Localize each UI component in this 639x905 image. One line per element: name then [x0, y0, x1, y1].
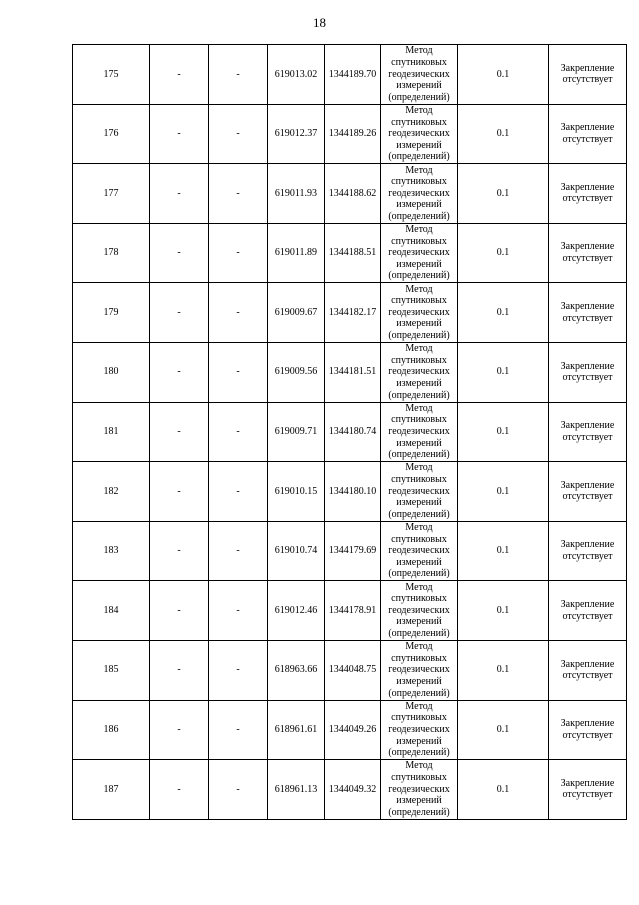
y-coordinate-cell: 1344189.70	[325, 45, 381, 105]
method-text: Метод спутниковых геодезических измерений (определений)	[388, 283, 450, 342]
dash-cell: -	[150, 45, 209, 105]
dash-cell: -	[209, 402, 268, 462]
accuracy-cell: 0.1	[458, 164, 549, 224]
dash-cell: -	[209, 342, 268, 402]
accuracy-cell: 0.1	[458, 581, 549, 641]
fixation-text: Закрепление отсутствует	[560, 539, 615, 563]
x-coordinate-cell: 619010.15	[268, 462, 325, 522]
y-coordinate-cell: 1344189.26	[325, 104, 381, 164]
point-number-cell: 181	[73, 402, 150, 462]
x-coordinate-cell: 619010.74	[268, 521, 325, 581]
x-coordinate-cell: 619011.89	[268, 223, 325, 283]
accuracy-cell: 0.1	[458, 700, 549, 760]
dash-cell: -	[150, 283, 209, 343]
y-coordinate-cell: 1344049.32	[325, 760, 381, 820]
table-row	[73, 640, 627, 700]
fixation-cell	[549, 342, 627, 402]
table-row	[73, 164, 627, 224]
point-number-cell: 177	[73, 164, 150, 224]
y-coordinate-cell: 1344180.74	[325, 402, 381, 462]
table-row	[73, 521, 627, 581]
method-text: Метод спутниковых геодезических измерений (определений)	[388, 164, 450, 222]
dash-cell: -	[150, 521, 209, 581]
x-coordinate-cell: 618963.66	[268, 640, 325, 700]
fixation-text: Закрепление отсутствует	[560, 479, 615, 503]
y-coordinate-cell: 1344179.69	[325, 521, 381, 581]
x-coordinate-cell: 619012.46	[268, 581, 325, 641]
method-cell	[381, 164, 458, 224]
accuracy-cell: 0.1	[458, 104, 549, 164]
dash-cell: -	[150, 223, 209, 283]
accuracy-cell: 0.1	[458, 462, 549, 522]
dash-cell: -	[150, 462, 209, 522]
fixation-cell	[549, 164, 627, 224]
dash-cell: -	[150, 104, 209, 164]
method-text: Метод спутниковых геодезических измерений (определений)	[388, 581, 450, 640]
method-cell	[381, 283, 458, 343]
fixation-text: Закрепление отсутствует	[560, 658, 615, 682]
x-coordinate-cell: 618961.61	[268, 700, 325, 760]
fixation-cell	[549, 700, 627, 760]
table-row	[73, 402, 627, 462]
coordinates-table-body	[73, 45, 627, 820]
coordinates-table	[72, 44, 627, 820]
y-coordinate-cell: 1344049.26	[325, 700, 381, 760]
dash-cell: -	[150, 164, 209, 224]
y-coordinate-cell: 1344182.17	[325, 283, 381, 343]
x-coordinate-cell: 619009.67	[268, 283, 325, 343]
method-text: Метод спутниковых геодезических измерений (определений)	[388, 522, 450, 580]
dash-cell: -	[209, 462, 268, 522]
accuracy-cell: 0.1	[458, 640, 549, 700]
dash-cell: -	[209, 581, 268, 641]
point-number-cell: 175	[73, 45, 150, 105]
method-cell	[381, 45, 458, 105]
point-number-cell: 180	[73, 342, 150, 402]
fixation-cell	[549, 104, 627, 164]
method-text: Метод спутниковых геодезических измерений (определений)	[388, 760, 450, 818]
fixation-cell	[549, 402, 627, 462]
fixation-text: Закрепление отсутствует	[560, 241, 615, 265]
accuracy-cell: 0.1	[458, 521, 549, 581]
dash-cell: -	[209, 104, 268, 164]
point-number-cell: 178	[73, 223, 150, 283]
dash-cell: -	[150, 760, 209, 820]
method-cell	[381, 581, 458, 641]
accuracy-cell: 0.1	[458, 402, 549, 462]
table-row	[73, 462, 627, 522]
method-text: Метод спутниковых геодезических измерений (определений)	[388, 641, 450, 699]
fixation-text: Закрепление отсутствует	[560, 62, 615, 86]
fixation-text: Закрепление отсутствует	[560, 777, 615, 801]
method-text: Метод спутниковых геодезических измерений (определений)	[388, 343, 450, 401]
table-row	[73, 223, 627, 283]
x-coordinate-cell: 618961.13	[268, 760, 325, 820]
dash-cell: -	[150, 402, 209, 462]
fixation-text: Закрепление отсутствует	[560, 181, 615, 205]
point-number-cell: 176	[73, 104, 150, 164]
accuracy-cell: 0.1	[458, 45, 549, 105]
point-number-cell: 187	[73, 760, 150, 820]
x-coordinate-cell: 619011.93	[268, 164, 325, 224]
dash-cell: -	[150, 581, 209, 641]
method-cell	[381, 342, 458, 402]
point-number-cell: 184	[73, 581, 150, 641]
method-text: Метод спутниковых геодезических измерений (определений)	[388, 700, 450, 759]
table-row	[73, 581, 627, 641]
point-number-cell: 179	[73, 283, 150, 343]
x-coordinate-cell: 619012.37	[268, 104, 325, 164]
dash-cell: -	[209, 45, 268, 105]
method-cell	[381, 104, 458, 164]
fixation-cell	[549, 640, 627, 700]
point-number-cell: 186	[73, 700, 150, 760]
method-cell	[381, 223, 458, 283]
fixation-cell	[549, 462, 627, 522]
point-number-cell: 182	[73, 462, 150, 522]
table-row	[73, 104, 627, 164]
fixation-text: Закрепление отсутствует	[560, 122, 615, 145]
y-coordinate-cell: 1344188.51	[325, 223, 381, 283]
fixation-cell	[549, 283, 627, 343]
dash-cell: -	[209, 521, 268, 581]
accuracy-cell: 0.1	[458, 342, 549, 402]
x-coordinate-cell: 619013.02	[268, 45, 325, 105]
method-text: Метод спутниковых геодезических измерений (определений)	[388, 462, 450, 520]
fixation-text: Закрепление отсутствует	[560, 599, 615, 622]
fixation-text: Закрепление отсутствует	[560, 718, 615, 741]
table-row	[73, 700, 627, 760]
dash-cell: -	[209, 640, 268, 700]
method-text: Метод спутниковых геодезических измерений (определений)	[388, 224, 450, 282]
dash-cell: -	[150, 640, 209, 700]
page-number: 18	[313, 15, 326, 30]
method-text: Метод спутниковых геодезических измерений (определений)	[388, 402, 450, 461]
fixation-text: Закрепление отсутствует	[560, 420, 615, 443]
method-cell	[381, 462, 458, 522]
y-coordinate-cell: 1344178.91	[325, 581, 381, 641]
method-cell	[381, 402, 458, 462]
dash-cell: -	[209, 164, 268, 224]
fixation-cell	[549, 223, 627, 283]
table-row	[73, 45, 627, 105]
method-cell	[381, 760, 458, 820]
method-cell	[381, 640, 458, 700]
x-coordinate-cell: 619009.56	[268, 342, 325, 402]
fixation-text: Закрепление отсутствует	[560, 301, 615, 324]
dash-cell: -	[150, 700, 209, 760]
accuracy-cell: 0.1	[458, 283, 549, 343]
table-row	[73, 283, 627, 343]
fixation-text: Закрепление отсутствует	[560, 360, 615, 384]
table-row	[73, 760, 627, 820]
method-text: Метод спутниковых геодезических измерений (определений)	[388, 45, 450, 103]
method-cell	[381, 521, 458, 581]
fixation-cell	[549, 760, 627, 820]
y-coordinate-cell: 1344048.75	[325, 640, 381, 700]
y-coordinate-cell: 1344188.62	[325, 164, 381, 224]
method-cell	[381, 700, 458, 760]
dash-cell: -	[209, 283, 268, 343]
accuracy-cell: 0.1	[458, 760, 549, 820]
dash-cell: -	[150, 342, 209, 402]
fixation-cell	[549, 521, 627, 581]
fixation-cell	[549, 45, 627, 105]
table-row	[73, 342, 627, 402]
x-coordinate-cell: 619009.71	[268, 402, 325, 462]
dash-cell: -	[209, 700, 268, 760]
dash-cell: -	[209, 760, 268, 820]
point-number-cell: 185	[73, 640, 150, 700]
accuracy-cell: 0.1	[458, 223, 549, 283]
y-coordinate-cell: 1344180.10	[325, 462, 381, 522]
fixation-cell	[549, 581, 627, 641]
y-coordinate-cell: 1344181.51	[325, 342, 381, 402]
dash-cell: -	[209, 223, 268, 283]
point-number-cell: 183	[73, 521, 150, 581]
method-text: Метод спутниковых геодезических измерений (определений)	[388, 104, 450, 163]
